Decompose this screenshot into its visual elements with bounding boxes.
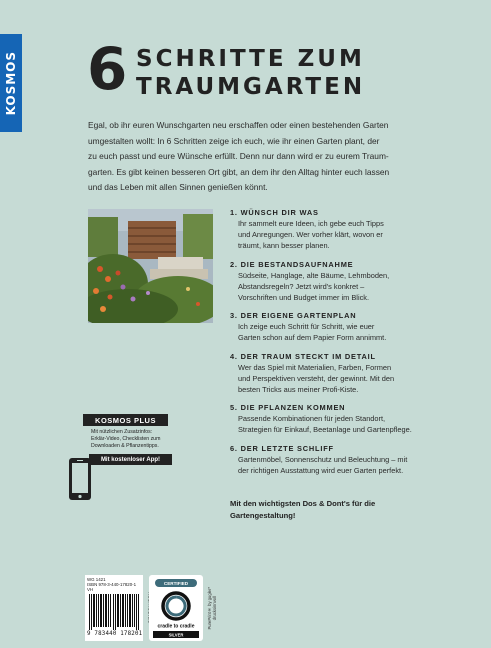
certified-label: CERTIFIED [163,581,189,586]
step-text-line: Wer das Spiel mit Materialien, Farben, Formen [238,362,392,372]
closing-tagline [230,498,375,521]
kosmos-plus-line: Mit nützlichen Zusatzinfos: [91,429,153,435]
isbn-text: ISBN 978-3-440-17820-1 [87,582,137,587]
step-heading: 4. DER TRAUM STECKT IM DETAIL [230,351,376,361]
step-heading: 1. WÜNSCH DIR WAS [230,208,319,217]
c2c-name: cradle to cradle [157,623,195,630]
publisher-tab [0,34,22,132]
intro-line: zu euch passt und eure Wünsche erfüllt. Denn nur dann wird er zu eurem Traum- [88,151,389,162]
closing-line: Gartengestaltung! [230,510,296,520]
kosmos-plus-line: Downloaden & Pflanzentipps. [91,442,159,449]
step-text-line: Gartenmöbel, Sonnenschutz und Beleuchtung – mit [238,454,408,464]
step-text-line: Passende Kombinationen für jeden Standort, [238,414,386,424]
barcode-digits: 9 783440 178201 [87,631,143,637]
title-number: 6 [87,35,128,103]
intro-line: Egal, ob ihr euren Wunschgarten neu erschaffen oder einen bestehenden Garten [88,120,389,130]
step-item [230,259,470,304]
step-text-line: Garten schon auf dem Papier Form annimmt. [238,333,387,343]
step-text [230,218,470,252]
step-text-line: Ihr sammelt eure Ideen, ich gebe euch Tipps [238,219,384,228]
step-text-line: Vorschriften und Budget immer im Blick. [238,293,370,303]
step-text-line: Südseite, Hanglage, alte Bäume, Lehmboden, [238,270,390,280]
step-heading: 3. DER EIGENE GARTENPLAN [230,311,357,321]
barcode-bars [89,594,139,630]
kosmos-plus-title: KOSMOS PLUS [83,414,168,426]
title-line-2: TRAUMGARTEN [136,74,366,100]
step-item [230,443,470,476]
smartphone-icon [65,452,97,504]
closing-line: Mit den wichtigsten Dos & Dont's für die [230,499,376,508]
step-text-line: und Anregungen. Wer vorher klärt, wovon er [238,230,383,240]
kosmos-plus-box [65,414,172,496]
step-text [230,454,470,476]
publisher-tab-label: KOSMOS [4,50,18,116]
step-heading: 6. DER LETZTE SCHLIFF [230,443,334,453]
step-heading: 2. DIE BESTANDSAUFNAHME [230,259,354,269]
step-text [230,413,470,435]
step-item [230,310,470,343]
step-text-line: träumt, kann besser planen. [238,241,330,251]
cradle-to-cradle-badge [149,575,203,641]
c2c-level: SILVER [168,632,184,638]
kosmos-plus-line: Erklär-Video, Checklisten zum [91,435,161,442]
step-text-line: und Perspektiven versteht, der gewinnt. Mit den [238,373,395,383]
intro-paragraph [88,118,408,196]
vh-text: VH [87,587,94,592]
step-text-line: Strategien für Einkauf, Beetanlage und Gartenpflege. [238,425,412,435]
step-text-line: Ich zeige euch Schritt für Schritt, wie euer [238,322,375,332]
intro-line: und das Leben mit allen Sinnen genießen könnt. [88,182,268,193]
print-note [204,575,220,641]
step-text [230,362,470,396]
step-heading: 5. DIE PFLANZEN KOMMEN [230,403,346,413]
step-text-line: besten Tricks aus meiner Profi-Kiste. [238,385,359,395]
kosmos-plus-app-label: Mit kostenloser App! [89,454,172,465]
step-text [230,321,470,343]
title-line-1: SCHRITTE ZUM [136,46,365,72]
steps-list [230,207,470,483]
step-item [230,402,470,435]
step-text [230,270,470,304]
print-note-line: drucksinnvoll [212,595,217,621]
garden-photo [88,209,213,323]
intro-line: umgestalten wollt: In 6 Schritten zeige ich euch, wie ihr einen Garten plant, der [88,135,380,146]
kosmos-plus-text [91,429,171,449]
print-note-line: PurePrint® by gugler* [207,586,212,630]
step-item [230,207,470,252]
step-item [230,351,470,396]
intro-line: garten. Es gibt keinen besseren Ort gibt, an dem ihr den Alltag hinter euch lassen [88,166,390,177]
barcode-box [85,575,143,641]
step-text-line: der richtigen Ausstattung wird euer Garten perfekt. [238,465,404,475]
product-group: WG 1421 [87,577,106,582]
step-text-line: Abstandsregeln? Jetzt wird's konkret – [238,281,365,291]
